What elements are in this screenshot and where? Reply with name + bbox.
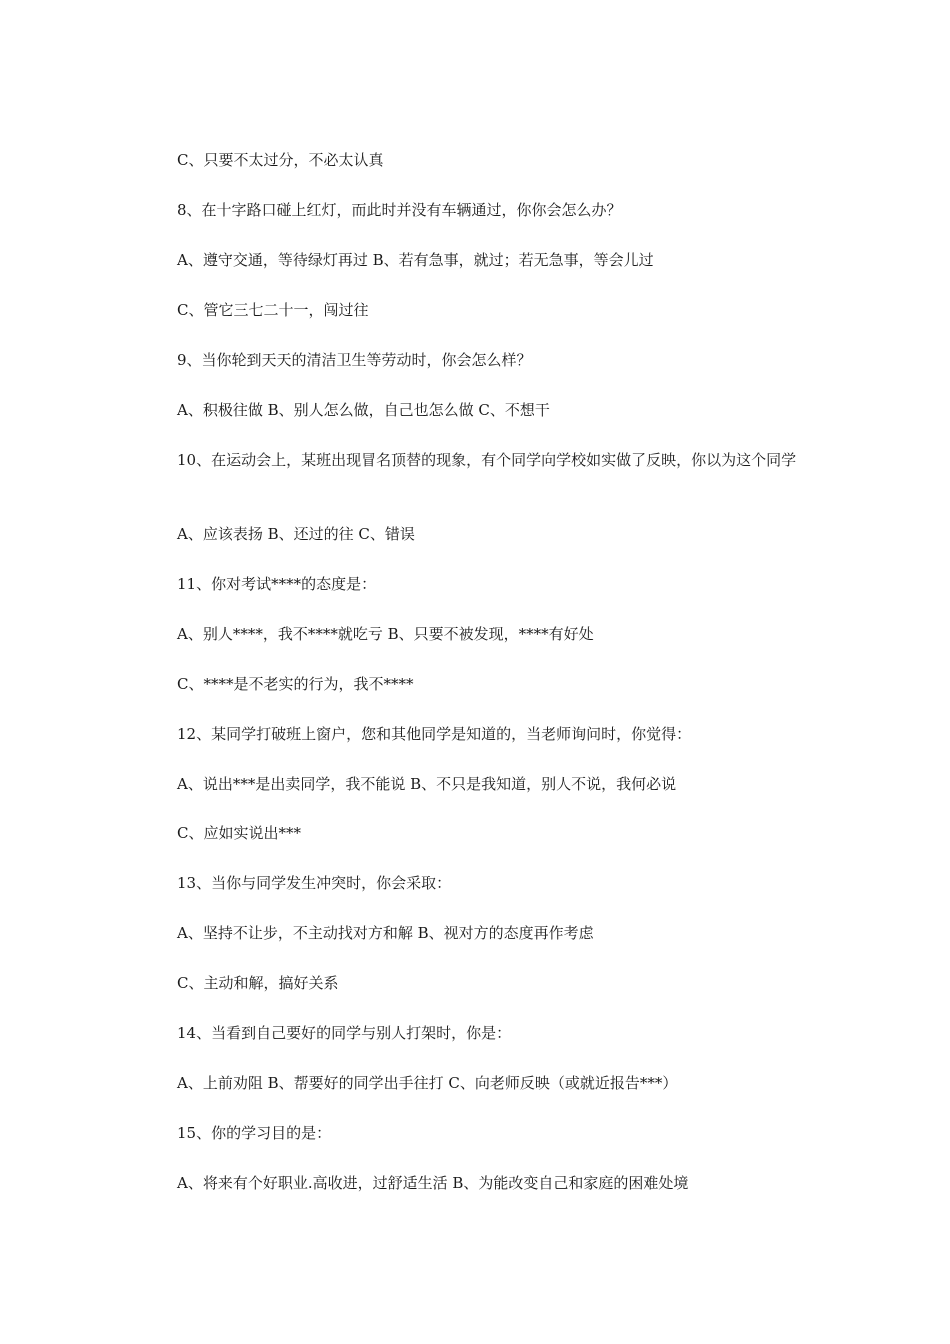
question-12-options-ab: A、说出***是出卖同学，我不能说 B、不只是我知道，别人不说，我何必说: [177, 775, 677, 793]
question-8: 8、在十字路口碰上红灯，而此时并没有车辆通过，你你会怎么办？: [177, 201, 622, 219]
question-11-options-ab: A、别人****，我不****就吃亏 B、只要不被发现，****有好处: [177, 625, 594, 643]
question-10-options: A、应该表扬 B、还过的往 C、错误: [177, 525, 415, 543]
question-9: 9、当你轮到天天的清洁卫生等劳动时，你会怎么样？: [177, 351, 532, 369]
question-13-option-c: C、主动和解，搞好关系: [177, 974, 339, 992]
question-11-option-c: C、****是不老实的行为，我不****: [177, 675, 414, 693]
question-12-option-c: C、应如实说出***: [177, 824, 301, 842]
question-13-options-ab: A、坚持不让步，不主动找对方和解 B、视对方的态度再作考虑: [177, 924, 594, 942]
question-12: 12、某同学打破班上窗户，您和其他同学是知道的，当老师询问时，你觉得：: [177, 725, 692, 743]
question-10: 10、在运动会上，某班出现冒名顶替的现象，有个同学向学校如实做了反映，你以为这个同学: [177, 451, 797, 469]
question-8-options-ab: A、遵守交通，等待绿灯再过 B、若有急事，就过；若无急事，等会儿过: [177, 251, 654, 269]
question-14: 14、当看到自己要好的同学与别人打架时，你是：: [177, 1024, 512, 1042]
question-9-options: A、积极往做 B、别人怎么做，自己也怎么做 C、不想干: [177, 401, 550, 419]
question-8-option-c: C、管它三七二十一，闯过往: [177, 301, 369, 319]
question-11: 11、你对考试****的态度是：: [177, 575, 377, 593]
question-15-options-ab: A、将来有个好职业.高收进，过舒适生活 B、为能改变自己和家庭的困难处境: [177, 1174, 689, 1192]
question-14-options: A、上前劝阻 B、帮要好的同学出手往打 C、向老师反映（或就近报告***）: [177, 1074, 678, 1092]
question-15: 15、你的学习目的是：: [177, 1124, 332, 1142]
paragraph: C、只要不太过分，不必太认真: [177, 151, 384, 169]
question-13: 13、当你与同学发生冲突时，你会采取：: [177, 874, 452, 892]
